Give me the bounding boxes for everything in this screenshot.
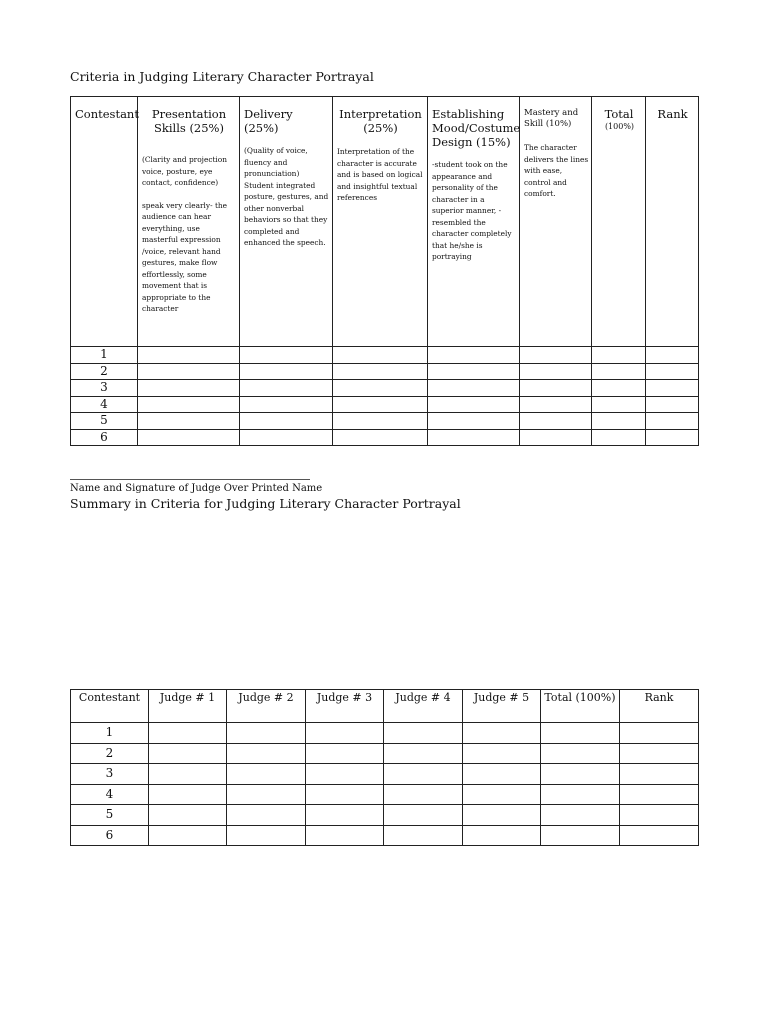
judge-score-cell[interactable] xyxy=(306,825,384,846)
interpretation-description: Interpretation of the character is accurate and is based on logical and insightful textual references xyxy=(337,147,423,202)
judge-score-cell[interactable] xyxy=(149,805,227,826)
total-cell[interactable] xyxy=(541,764,620,785)
score-cell[interactable] xyxy=(333,347,428,364)
score-cell[interactable] xyxy=(520,396,592,413)
table-row xyxy=(71,743,699,764)
score-cell[interactable] xyxy=(428,363,520,380)
judge-score-cell[interactable] xyxy=(149,764,227,785)
judge-score-cell[interactable] xyxy=(227,805,306,826)
score-cell[interactable] xyxy=(428,413,520,430)
table-row xyxy=(71,764,699,785)
rank-cell[interactable] xyxy=(646,347,699,364)
contestant-number: 1 xyxy=(71,723,149,744)
total-cell[interactable] xyxy=(541,743,620,764)
total-cell[interactable] xyxy=(541,784,620,805)
judge-score-cell[interactable] xyxy=(384,723,463,744)
header-rank-label: Rank xyxy=(657,107,688,121)
score-cell[interactable] xyxy=(333,413,428,430)
contestant-number: 3 xyxy=(71,380,138,397)
mastery-description: The character delivers the lines with ease, control and comfort. xyxy=(524,143,589,198)
judge-score-cell[interactable] xyxy=(384,825,463,846)
header-mastery-label: Mastery and Skill (10%) xyxy=(524,108,579,129)
header-contestant xyxy=(71,97,138,347)
rank-cell[interactable] xyxy=(620,784,699,805)
table-row xyxy=(71,396,699,413)
rank-cell[interactable] xyxy=(646,363,699,380)
judge-score-cell[interactable] xyxy=(227,825,306,846)
judge-score-cell[interactable] xyxy=(227,723,306,744)
score-cell[interactable] xyxy=(240,396,333,413)
judge-score-cell[interactable] xyxy=(463,805,541,826)
total-cell[interactable] xyxy=(592,363,646,380)
judge-score-cell[interactable] xyxy=(149,723,227,744)
judge-score-cell[interactable] xyxy=(463,723,541,744)
total-cell[interactable] xyxy=(541,825,620,846)
judge-score-cell[interactable] xyxy=(463,764,541,785)
summary-title: Summary in Criteria for Judging Literary Character Portrayal xyxy=(70,496,461,511)
header-total xyxy=(592,97,646,347)
header-rank xyxy=(646,97,699,347)
header-total-percent: (100%) xyxy=(604,122,635,131)
establishing-description: -student took on the appearance and personality of the character in a superior manner, -resembled the character completely that he/she is portraying xyxy=(432,160,512,261)
score-cell[interactable] xyxy=(520,380,592,397)
contestant-number: 1 xyxy=(71,347,138,364)
judge-score-cell[interactable] xyxy=(463,825,541,846)
header-presentation xyxy=(138,97,240,347)
header-delivery-label: Delivery (25%) xyxy=(244,107,293,135)
signature-label: Name and Signature of Judge Over Printed Name xyxy=(70,483,323,494)
summary-table xyxy=(70,689,699,846)
table-row xyxy=(71,380,699,397)
rank-cell[interactable] xyxy=(620,805,699,826)
total-cell[interactable] xyxy=(592,380,646,397)
total-cell[interactable] xyxy=(592,347,646,364)
table-row xyxy=(71,413,699,430)
judge-score-cell[interactable] xyxy=(306,764,384,785)
table-row xyxy=(71,723,699,744)
score-cell[interactable] xyxy=(240,380,333,397)
rank-cell[interactable] xyxy=(620,723,699,744)
summary-header-judge-3: Judge # 3 xyxy=(306,690,384,723)
score-cell[interactable] xyxy=(428,347,520,364)
header-establishing-label: Establishing Mood/Costume Design (15%) xyxy=(432,107,521,149)
score-cell[interactable] xyxy=(520,413,592,430)
contestant-number: 4 xyxy=(71,396,138,413)
header-total-label: Total xyxy=(604,107,634,121)
score-cell[interactable] xyxy=(138,429,240,446)
score-cell[interactable] xyxy=(428,396,520,413)
score-cell[interactable] xyxy=(333,363,428,380)
score-cell[interactable] xyxy=(333,380,428,397)
total-cell[interactable] xyxy=(592,396,646,413)
judge-score-cell[interactable] xyxy=(306,784,384,805)
rank-cell[interactable] xyxy=(620,743,699,764)
header-delivery xyxy=(240,97,333,347)
contestant-number: 2 xyxy=(71,363,138,380)
table-row xyxy=(71,429,699,446)
judge-score-cell[interactable] xyxy=(306,743,384,764)
judge-score-cell[interactable] xyxy=(149,784,227,805)
header-establishing xyxy=(428,97,520,347)
score-cell[interactable] xyxy=(138,347,240,364)
header-contestant-label: Contestant xyxy=(75,107,139,121)
judge-score-cell[interactable] xyxy=(384,784,463,805)
score-cell[interactable] xyxy=(240,363,333,380)
judge-score-cell[interactable] xyxy=(149,743,227,764)
total-cell[interactable] xyxy=(541,723,620,744)
rank-cell[interactable] xyxy=(646,429,699,446)
score-cell[interactable] xyxy=(138,380,240,397)
criteria-title: Criteria in Judging Literary Character Portrayal xyxy=(70,69,374,84)
criteria-header-row xyxy=(71,97,699,347)
judge-score-cell[interactable] xyxy=(384,764,463,785)
contestant-number: 6 xyxy=(71,825,149,846)
judge-score-cell[interactable] xyxy=(149,825,227,846)
presentation-description: speak very clearly- the audience can hear everything, use masterful expression /voice, relevant hand gestures, make flow effortlessly, some movement that is appropriate to the character xyxy=(142,200,228,313)
judge-score-cell[interactable] xyxy=(463,784,541,805)
header-interpretation-label: Interpretation (25%) xyxy=(339,107,422,135)
table-row xyxy=(71,805,699,826)
contestant-number: 3 xyxy=(71,764,149,785)
criteria-table xyxy=(70,96,699,446)
delivery-description: (Quality of voice, fluency and pronunciation) Student integrated posture, gestures, and other nonverbal behaviors so that they completed and enhanced the speech. xyxy=(244,146,329,247)
total-cell[interactable] xyxy=(592,429,646,446)
contestant-number: 2 xyxy=(71,743,149,764)
rank-cell[interactable] xyxy=(620,825,699,846)
score-cell[interactable] xyxy=(240,413,333,430)
contestant-number: 4 xyxy=(71,784,149,805)
summary-header-judge-2: Judge # 2 xyxy=(227,690,306,723)
table-row xyxy=(71,347,699,364)
summary-header-judge-1: Judge # 1 xyxy=(149,690,227,723)
contestant-number: 6 xyxy=(71,429,138,446)
signature-line[interactable] xyxy=(70,479,310,480)
score-cell[interactable] xyxy=(138,413,240,430)
judge-score-cell[interactable] xyxy=(306,723,384,744)
judge-score-cell[interactable] xyxy=(463,743,541,764)
score-cell[interactable] xyxy=(138,363,240,380)
table-row xyxy=(71,825,699,846)
score-cell[interactable] xyxy=(333,429,428,446)
score-cell[interactable] xyxy=(240,347,333,364)
score-cell[interactable] xyxy=(520,429,592,446)
table-row xyxy=(71,784,699,805)
header-presentation-label: Presentation Skills (25%) xyxy=(151,107,227,135)
judge-score-cell[interactable] xyxy=(384,805,463,826)
score-cell[interactable] xyxy=(520,363,592,380)
summary-header-row xyxy=(71,690,699,723)
score-cell[interactable] xyxy=(520,347,592,364)
summary-header-rank: Rank xyxy=(620,690,699,723)
presentation-criteria-text: (Clarity and projection voice, posture, eye contact, confidence) xyxy=(142,155,228,187)
summary-header-total: Total (100%) xyxy=(541,690,620,723)
summary-header-contestant: Contestant xyxy=(71,690,149,723)
score-cell[interactable] xyxy=(138,396,240,413)
judge-score-cell[interactable] xyxy=(227,743,306,764)
summary-header-judge-4: Judge # 4 xyxy=(384,690,463,723)
score-cell[interactable] xyxy=(240,429,333,446)
rank-cell[interactable] xyxy=(620,764,699,785)
contestant-number: 5 xyxy=(71,413,138,430)
rank-cell[interactable] xyxy=(646,413,699,430)
judge-score-cell[interactable] xyxy=(306,805,384,826)
judge-score-cell[interactable] xyxy=(227,764,306,785)
summary-header-judge-5: Judge # 5 xyxy=(463,690,541,723)
contestant-number: 5 xyxy=(71,805,149,826)
header-mastery xyxy=(520,97,592,347)
score-cell[interactable] xyxy=(428,380,520,397)
score-cell[interactable] xyxy=(428,429,520,446)
total-cell[interactable] xyxy=(541,805,620,826)
rank-cell[interactable] xyxy=(646,396,699,413)
total-cell[interactable] xyxy=(592,413,646,430)
score-cell[interactable] xyxy=(333,396,428,413)
judge-score-cell[interactable] xyxy=(227,784,306,805)
judge-score-cell[interactable] xyxy=(384,743,463,764)
table-row xyxy=(71,363,699,380)
header-interpretation xyxy=(333,97,428,347)
rank-cell[interactable] xyxy=(646,380,699,397)
